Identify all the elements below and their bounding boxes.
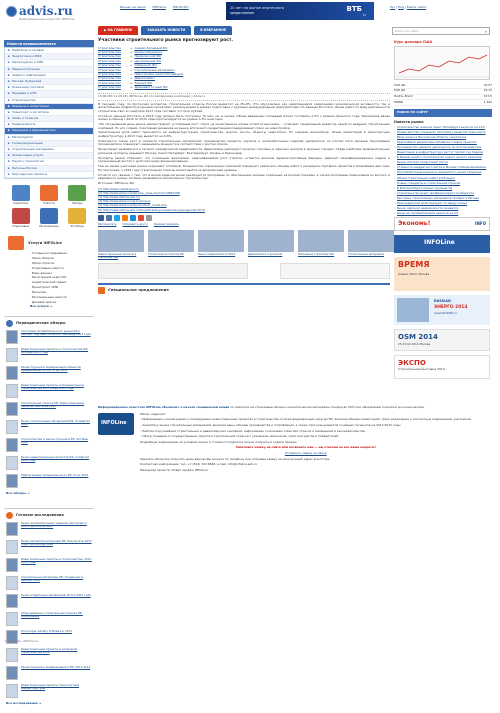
ad-expo[interactable] [394, 355, 490, 379]
top-link[interactable]: ЕЖ-RU.RU [172, 5, 189, 9]
news-item[interactable]: › Правительство утвердило программу развития транспорта [394, 131, 492, 134]
ad-osm-date: 25-27.02.2014 Москва [398, 342, 431, 347]
sidebar-item[interactable]: ▪ Энергетика и ЖКХ [5, 54, 93, 60]
news-item[interactable]: › Инвестиции в инфраструктуру растут третий год подряд [394, 151, 492, 154]
service-icon-reviews[interactable]: Обзоры [65, 185, 90, 205]
sidebar-item[interactable]: ▪ Финансовые услуги [5, 153, 93, 159]
list-item-title[interactable]: Реконструкция и модернизация объектов промышленности РФ. III кв. 2013 [21, 365, 81, 373]
category-row: Строительство → Дальневосточный ФО [98, 85, 168, 90]
category-key[interactable]: Строительство [98, 80, 121, 85]
news-item[interactable]: › Выставка строительных материалов пройдет в Москве [394, 197, 492, 200]
article-date: 15.06.2013 в 08:48 | INFOLine, ИА (по материалам компании) | Advis.ru [98, 93, 390, 101]
sidebar-item[interactable]: ▪ Телекоммуникации [5, 141, 93, 147]
ad-rusw-line1: RUSSIAN [434, 299, 451, 304]
category-row: Строительство → Уральский регион [98, 49, 163, 54]
logo-text: advis.ru [19, 4, 73, 18]
vk-icon[interactable] [106, 215, 112, 221]
cover-thumbnail [6, 348, 18, 362]
category-row: Строительство → Северо-Западный ФО [98, 45, 168, 50]
related-thumbnail [148, 230, 194, 252]
print-link[interactable]: Распечатать [98, 222, 117, 227]
ad-ekonom-brand: INFO [475, 221, 486, 227]
offer-logo[interactable]: INFOLine [98, 413, 134, 435]
list-item[interactable] [6, 402, 92, 416]
special-title: Специальное предложение [108, 287, 169, 293]
news-item[interactable]: › Новые стандарты в строительной отрасли [394, 182, 492, 185]
article-categories [98, 47, 390, 90]
ad-infoline-text: INFOLine [424, 239, 455, 247]
rates-chart-svg [395, 47, 491, 81]
category-row: Строительство → Центральный ФО [98, 58, 161, 63]
service-icon-analytics[interactable]: Аналитика [8, 185, 33, 205]
list-item-title[interactable]: Инвестиционные проекты в строительстве. 2013-2014 годы [21, 556, 92, 565]
service-icon-news[interactable]: Новости [36, 185, 61, 205]
category-value[interactable]: Строительные материалы [134, 67, 175, 72]
category-row: Строительство → Сибирский ФО [98, 63, 157, 68]
language-links: Рус | Eng | Карта сайта [390, 5, 427, 9]
sidebar-item[interactable]: ▪ Медицина и фармацевтика [5, 128, 93, 134]
list-item[interactable] [6, 666, 92, 680]
facebook-icon[interactable] [98, 215, 104, 221]
mailru-icon[interactable] [130, 215, 136, 221]
rate-name: Нефть Brent [394, 94, 413, 98]
news-item[interactable]: › Производство цемента увеличилось по итогам квартала [394, 146, 492, 149]
article-paragraph: Тем не менее участники рынка сохраняют оптимизм. Большинство опрошенных компаний планируют увеличить объемы работ и расширить портфель проектов в ближайшие два года. По прогнозам, к 2015 году строительная отрасль может выйти на докризисный уровень. [98, 164, 390, 172]
list-item[interactable] [6, 558, 92, 572]
sidebar-item[interactable]: ▪ Регионы России [5, 166, 93, 172]
ad-infoline[interactable] [394, 235, 490, 253]
cover-thumbnail [6, 366, 18, 380]
cover-thumbnail [6, 456, 18, 470]
article-body [98, 103, 390, 186]
article-paragraph: Значительная доля работ приходится на инфраструктурное строительство: дороги, мосты, объекты энергетики. По оценкам аналитиков, объем инвестиций в транспортную инфраструктуру в 2013 году вырастет на 6-8%. [98, 130, 390, 138]
category-key[interactable]: Строительство [98, 85, 121, 90]
vtb-sub: 24 [362, 14, 366, 17]
article-paragraph: «На сегодняшний день рынок демонстрирует устойчивый рост, спрос на качественное жилье остается высоким», – отмечает генеральный директор одной из ведущих строительных компаний. По его словам, позитивная динамика на рынке ипотечного кредитования поддерживает спрос на новостройки. [98, 121, 390, 130]
list-item-title[interactable]: Оборудование и строительная техника РФ. Обзор рынка [21, 610, 83, 619]
rates-line [399, 55, 487, 73]
offer-paragraph: Заказать обзор или получить демо-версию Вы можете по телефону или отправив заявку на электронный адрес агентства. [140, 456, 330, 461]
category-value[interactable]: Приволжский ФО [134, 54, 162, 59]
cover-thumbnail [6, 540, 18, 554]
services-item[interactable]: · Отраслевые новости [30, 267, 90, 271]
cover-thumbnail [6, 666, 18, 680]
reviews-icon [6, 320, 13, 327]
list-item[interactable] [6, 612, 92, 626]
ad-expo-title: ЭКСПО [398, 359, 426, 368]
related-title[interactable]: Рынок недвижимости 2013 [198, 252, 236, 256]
offer-intro-prefix[interactable]: Информационное агентство INFOLine объявляет о начале специальной акции [98, 405, 230, 409]
related-title[interactable]: Строительная отрасль РФ [148, 252, 184, 256]
sidebar-item[interactable]: ▪ Машиностроение [5, 67, 93, 73]
tab-home[interactable]: ▶ НА ГЛАВНУЮ [98, 26, 138, 35]
news-item[interactable]: › Ввод жилья в Московской области сократился [394, 136, 492, 139]
article-paragraph: Отмечается также рост в сегменте строительных материалов: производство цемента, кирпича и железобетонных изделий увеличилось по итогам пяти месяцев. Крупнейшие производители планируют наращивать мощности в соответствии с ростом спроса. [98, 138, 390, 147]
article-actions [98, 223, 390, 226]
sidebar-item[interactable]: ▪ Наука и технологии [5, 159, 93, 165]
service-icon-photobank[interactable]: Фотобанк [65, 208, 90, 228]
cover-thumbnail [6, 558, 18, 572]
category-row: Строительство → Приволжский ФО [98, 54, 162, 59]
sidebar-item[interactable]: ▪ Финансы и инвестиции [5, 104, 93, 110]
news-item[interactable]: › В Екатеринбурге открыт крупный ТЦ [394, 187, 492, 190]
sidebar-item[interactable]: ▪ Партнерские проекты [5, 172, 93, 178]
list-item[interactable] [6, 330, 92, 344]
related-thumbnail [248, 230, 294, 252]
rate-name: ММВБ [394, 99, 403, 104]
category-key[interactable]: Строительство [98, 72, 121, 77]
right-sidebar [394, 40, 492, 383]
service-icons [4, 183, 94, 230]
sidebar-item[interactable]: ▪ Строительные материалы [5, 147, 93, 153]
list-item-title[interactable]: Рынок железобетонных изделий. Key trends in 2013. Прогноз до 2017 [21, 520, 87, 529]
ad-rusw-link: www.RUSWE.ru [434, 311, 458, 316]
related-thumbnail [98, 230, 144, 252]
list-item[interactable] [6, 522, 92, 536]
article-paragraph: Согласно данным Росстата, в 2013 году должно быть построено 70 млн. кв. м жилья. Объем введенных площадей может составить 2,2% к уровню прошлого года. Увеличение ввода жилья в период с 2012 по 2015 годы прогнозируется на уровне 3-5% ежегодно. [98, 113, 390, 122]
services-block [4, 234, 94, 311]
news-list [394, 126, 492, 216]
related-title[interactable]: Девелопмент в регионах [248, 252, 283, 256]
cover-thumbnail [6, 522, 18, 536]
cover-thumbnail [6, 420, 18, 434]
category-key[interactable]: Строительство [98, 54, 121, 59]
rates-button[interactable]: ПОИСК ПО САЙТУ [394, 109, 492, 117]
article-link[interactable]: [5] http://www.advis.ru/php/construct_invest.php [98, 203, 167, 208]
news-item[interactable]: › Строительство дорог профинансируют из бюджета [394, 192, 492, 195]
services-list [30, 252, 90, 304]
rate-name: USD ЦБ [394, 82, 406, 87]
news-title: Новости рынка [394, 119, 424, 124]
ready-research [4, 508, 94, 713]
rates-title: Курс доллара США [394, 40, 433, 44]
list-item-title[interactable]: Рынок отделочных материалов. Итоги 2013 года [21, 592, 91, 597]
services-title: Услуги INFOLine [28, 241, 62, 246]
related-item[interactable] [98, 230, 144, 259]
globe-icon [6, 6, 17, 17]
rates-chart [394, 46, 490, 80]
services-item[interactable]: · Деловая пресса [30, 301, 90, 305]
periodic-reviews [4, 316, 94, 503]
cover-thumbnail [6, 438, 18, 452]
ad-image [397, 298, 429, 322]
ad-osm-title: OSM 2014 [398, 333, 438, 342]
footer: © 2013 ИА «INFOLine» [4, 639, 39, 643]
ad-ekonom-text: Экономь! [398, 220, 431, 228]
article-title: Участники строительного рынка прогнозируют рост. [98, 38, 234, 43]
article-paragraph: В текущем году, по прогнозам экспертов, строительная отрасль России вырастет на 4%-8%. Это обусловлено как наметившимся оживлением экономической активности, так и масштабными инфраструктурными проектами, реализуемыми в рамках подготовки к крупным международным мероприятиям. По данным Росстата, объем работ по виду деятельности «Строительство» в I квартале 2013 года составил 1,3 трлн рублей. [98, 101, 390, 113]
related-item[interactable] [248, 230, 294, 259]
cover-thumbnail [6, 384, 18, 398]
rate-value: 1 462 [483, 99, 492, 104]
services-item[interactable]: · Аналитический сервис [30, 281, 90, 285]
list-item-title[interactable]: Oil and gas industry of Russia in 2013 [21, 628, 72, 633]
article-link[interactable]: [4] http://www.advis.ru/cgi-bin/new.pl [98, 199, 151, 204]
list-item-title[interactable]: Рынок инвестиционных проектов РФ. II квартал 2013 года [21, 455, 90, 463]
offer-paragraph: – Рейтинги крупнейших строительных и девелоперских компаний, информацию о ключевых событиях отрасли и изменениях в законодательстве. [140, 428, 366, 433]
offer-paragraph: – Аналитику рынка строительных материалов, включая цены, объемы производства и потребления, а также прогнозы развития основных сегментов на 2013-2015 годы. [140, 422, 402, 427]
service-icon-industry[interactable]: Отраслевые [8, 208, 33, 228]
services-item[interactable]: · Регистрация новостей [30, 276, 90, 280]
category-key[interactable]: Строительство [98, 49, 121, 54]
list-item-title[interactable]: Рынок строительных материалов РФ. IV квартал 2013 [21, 419, 91, 427]
sidebar-item[interactable]: ▪ Пищевая и АПК [5, 91, 93, 97]
list-item-title[interactable]: Нефтегазовая промышленность РФ. III кв. 2013 [21, 473, 89, 478]
send-friend-link[interactable]: Отправить другу [122, 222, 148, 227]
special-offer [98, 406, 488, 475]
category-row: Строительство → Девелопмент [98, 76, 155, 81]
vtb-brand: ВТБ [346, 5, 362, 13]
category-value[interactable]: Северо-Западный ФО [134, 45, 168, 50]
news-item[interactable]: › Объем строительных работ в РФ вырос [394, 177, 492, 180]
category-value[interactable]: Девелопмент [134, 76, 155, 81]
news-item[interactable]: › Крупнейшие девелоперы объявили о новых проектах [394, 141, 492, 144]
site-logo[interactable] [6, 4, 75, 24]
cover-thumbnail [6, 594, 18, 608]
services-item[interactable]: · Готовые исследования [30, 252, 90, 256]
category-value[interactable]: Сибирский ФО [134, 63, 157, 68]
article-paragraph: Продолжает развиваться и сегмент коммерческой недвижимости. Девелоперы реализуют проекты торговых и офисных центров в крупных городах. Среди наиболее привлекательных регионов эксперты называют Москву, Санкт-Петербург, Екатеринбург, Казань и Краснодар. [98, 147, 390, 155]
offer-intro [98, 406, 488, 410]
industry-nav [4, 47, 94, 179]
comment-link[interactable]: Комментировать [153, 222, 179, 227]
news-item[interactable]: › Краснодарский край лидирует по вводу жилья [394, 202, 492, 205]
category-key[interactable]: Строительство [98, 58, 121, 63]
rate-value: 32,87 [483, 82, 492, 87]
category-key[interactable]: Строительство [98, 67, 121, 72]
ad-vremya[interactable] [394, 257, 490, 291]
sidebar-item[interactable]: ▪ Связь и телеком [5, 116, 93, 122]
article-link[interactable]: [1] http://www.rosstat.gov.ru/ [98, 186, 140, 191]
star-icon [98, 287, 105, 294]
list-item[interactable] [6, 474, 92, 488]
sidebar-item[interactable]: ▪ Транспорт и логистика [5, 110, 93, 116]
list-item-title[interactable]: Инвестиционные проекты в строительстве РФ. Октябрь 2013 года [21, 347, 89, 355]
cover-thumbnail [6, 402, 18, 416]
research-more-link[interactable]: Все исследования → [6, 700, 42, 705]
category-key[interactable]: Строительство [98, 45, 121, 50]
services-item[interactable]: · Региональные новости [30, 296, 90, 300]
ad-banner[interactable] [98, 263, 248, 279]
sitemap-link[interactable]: Карта сайта [406, 5, 427, 9]
related-thumbnail [298, 230, 344, 252]
category-value[interactable]: Уральский регион [134, 49, 163, 54]
category-value[interactable]: Южный ФО [134, 80, 152, 85]
odnoklassniki-icon[interactable] [122, 215, 128, 221]
related-item[interactable] [348, 230, 394, 259]
cover-thumbnail [6, 612, 18, 626]
offer-paragraph: Подробную информацию об условиях акции и стоимости подписки можно получить в отделе продаж. [140, 439, 298, 444]
share-bar [98, 215, 390, 221]
ad-row [98, 263, 390, 279]
vtb-line1: 10 лет на рынке ипотечного [230, 6, 285, 10]
services-more-link[interactable]: Все услуги → [30, 304, 53, 309]
article-paragraph: Эксперты рынка отмечают, что основными факторами, сдерживающими рост отрасли, остаются высокие административные барьеры, дефицит квалифицированных кадров и ограниченный доступ к долгосрочному финансированию. [98, 155, 390, 164]
vtb-line2: кредитования [230, 11, 254, 15]
related-title[interactable]: Строительные материалы [348, 252, 384, 256]
offer-intro-rest: по подписке на отраслевые обзоры и аналитические материалы. Скидка до 20% при оформлении подписки до конца месяца. [230, 405, 425, 409]
offer-text [140, 413, 471, 475]
nav-title: Новости промышленности [4, 40, 94, 47]
category-key[interactable]: Строительство [98, 63, 121, 68]
category-value[interactable]: Центральный ФО [134, 58, 161, 63]
cover-thumbnail [6, 648, 18, 662]
offer-paragraph: – Информацию о реализуемых и планируемых инвестиционных проектах в строительстве по всем федеральным округам РФ, включая объемы инвестиций, сроки реализации и контактную информацию участников. [140, 417, 472, 422]
list-item-title[interactable]: Реконструкция и модернизация в РФ. 2013-2014 [21, 664, 91, 669]
logo-tagline: Информационное агентство INFOLine [19, 17, 75, 21]
top-link[interactable]: INFOLine [152, 5, 166, 9]
news-item[interactable]: › Стоимость квадратного метра в Москве стабилизировалась [394, 166, 492, 169]
ad-osm[interactable] [394, 329, 490, 351]
cover-thumbnail [6, 576, 18, 590]
article-link[interactable]: [6] http://www.infoline.spb.ru/shop/otraslevye-issledovaniya/page.php?ID=6 [98, 207, 205, 212]
list-item[interactable] [6, 438, 92, 452]
related-item[interactable] [298, 230, 344, 259]
category-key[interactable]: Строительство [98, 76, 121, 81]
related-item[interactable] [198, 230, 244, 259]
news-item[interactable]: › Строительство жилья в Санкт-Петербурге выросло на 12% [394, 126, 492, 129]
sidebar-item[interactable]: ▪ Металлургия и ГМК [5, 60, 93, 66]
services-item[interactable]: · Обзор отрасли [30, 262, 90, 266]
related-articles [98, 230, 390, 259]
offer-highlight: Заполните заявку на сайте или позвоните нам — мы ответим на все ваши вопросы! [235, 445, 376, 450]
offer-paragraph: Контактная информация: тел. +7 (812) 322-6848, e-mail: info@infoline.spb.ru [140, 462, 257, 467]
category-value[interactable]: Новостройки Санкт-Петербурга [134, 72, 184, 77]
offer-paragraph: Менеджер проекта: Отдел продаж INFOLine [140, 467, 208, 472]
list-item-title[interactable]: Строительная отрасль РФ. Инвестиционные проекты. Сентябрь 2013 [21, 401, 85, 409]
news-item[interactable]: › Программа переселения из аварийного жилья продлена [394, 171, 492, 174]
list-item[interactable] [6, 384, 92, 398]
news-item[interactable]: › В Казани начато строительство нового жилого квартала [394, 156, 492, 159]
top-link[interactable]: Бизнес на связи [120, 5, 146, 9]
article-link[interactable]: [3] http://www.infoline.spb.ru/ [98, 195, 140, 200]
article-paragraph: Отчасти это связано с тем, что в целом ряде регионов реализуются программы по обеспечению жильем отдельных категорий граждан, а также программы переселения из ветхого и аварийного жилья. Активно развивается малоэтажное строительство. [98, 172, 390, 181]
cover-thumbnail [6, 474, 18, 488]
sidebar-item[interactable]: ▪ Розничная торговля [5, 85, 93, 91]
article-link[interactable]: [2] http://www.advis.ru/php/view_news.php?id=13B8C06B [98, 190, 180, 195]
cover-thumbnail [6, 330, 18, 344]
research-title: Готовые исследования [16, 513, 64, 518]
tab-favorites[interactable]: В ИЗБРАННОЕ [194, 26, 232, 35]
news-item[interactable]: › Цены на стройматериалы выросли на 3% [394, 212, 492, 215]
ad-expo-sub: Строительная выставка 2014 [398, 367, 445, 372]
related-title[interactable]: Инвестиционные проекты в строительстве [98, 252, 137, 259]
twitter-icon[interactable] [114, 215, 120, 221]
services-item[interactable]: · Мониторинг СМИ [30, 286, 90, 290]
related-title[interactable]: Жилищное строительство [298, 252, 335, 256]
services-item[interactable]: · Базы данных [30, 272, 90, 276]
offer-paragraph: Обзор содержит: [140, 411, 167, 416]
ad-banner[interactable] [280, 263, 390, 279]
search-icon[interactable]: ⌕ [484, 29, 487, 34]
tab-order-news[interactable]: ЗАКАЗАТЬ НОВОСТИ [141, 26, 191, 35]
ad-vremya-date: Апрель 2014, Москва [398, 272, 430, 277]
rate-name: EUR ЦБ [394, 88, 406, 93]
reviews-title: Периодические обзоры [16, 321, 66, 326]
list-item-title[interactable]: Строительство и реконструкция в РФ. Октябрь 2013 [21, 437, 89, 445]
related-thumbnail [348, 230, 394, 252]
service-icon-regional[interactable]: Региональные [36, 208, 61, 228]
sidebar-item[interactable]: ▪ Нефтяная и газовая [5, 48, 93, 54]
list-item-title[interactable]: Инвестиционные проекты в жилищном строительстве 2014 [21, 646, 78, 655]
related-thumbnail [198, 230, 244, 252]
list-item[interactable] [6, 684, 92, 698]
list-item-title[interactable]: Строительные материалы РФ. Тенденции и прогноз 2014 [21, 574, 84, 583]
news-item[interactable]: › Рынок ипотеки продолжает расти [394, 161, 492, 164]
services-item[interactable]: · Заказ обзоров [30, 257, 90, 261]
sidebar-item[interactable]: ▪ Недвижимость [5, 122, 93, 128]
offer-paragraph: – Обзор тендеров и государственных закупок в строительной отрасли с указанием заказчиков, сумм контрактов и победителей. [140, 434, 340, 439]
rates-table [394, 83, 492, 106]
ad-rusw-line2: ЭНЕРГО 2014 [434, 305, 468, 311]
list-item[interactable] [6, 366, 92, 380]
google-plus-icon[interactable] [138, 215, 144, 221]
reviews-more-link[interactable]: Все обзоры → [6, 491, 30, 496]
sidebar-item[interactable]: ▪ Металлургия [5, 135, 93, 141]
sidebar-item[interactable]: ▪ Лесная, бумажная [5, 79, 93, 85]
list-item[interactable] [6, 648, 92, 662]
category-row: Строительство → Строительные материалы [98, 67, 175, 72]
search-input[interactable] [392, 27, 490, 35]
related-item[interactable] [148, 230, 194, 259]
article [98, 38, 390, 296]
category-row: Строительство → Новостройки Санкт-Петербурга [98, 72, 184, 77]
article-links [98, 188, 390, 212]
list-item-title[interactable]: Инвестиционные проекты в промышленном строительстве РФ. Ноябрь 2013 года [21, 383, 84, 391]
lang-link[interactable]: Eng [398, 5, 404, 9]
special-offer-header [98, 283, 390, 294]
rate-value: 44,15 [483, 88, 492, 93]
left-sidebar [4, 40, 94, 713]
news-item[interactable]: › Рынок офисной недвижимости оживился [394, 207, 492, 210]
vtb-banner[interactable] [226, 2, 374, 20]
services-item[interactable]: · Рассылки [30, 291, 90, 295]
sidebar-item[interactable]: ▪ Химия и нефтехимия [5, 73, 93, 79]
ad-ekonom[interactable] [394, 217, 490, 231]
cover-thumbnail [6, 684, 18, 698]
services-icon [8, 236, 24, 250]
list-item-title[interactable]: Рынок металлоконструкций РФ. Результаты 2013 года. Прогноз до 2016 [21, 538, 92, 547]
research-icon [6, 512, 13, 519]
main-tabs [98, 26, 232, 36]
category-row: Строительство → Южный ФО [98, 80, 152, 85]
lang-link[interactable]: Рус [390, 5, 396, 9]
list-item[interactable] [6, 576, 92, 590]
list-item-title[interactable]: Состояние потребительского рынка РФ и Рейтинг торговых сетей РФ. Сентябрь 2013 года [21, 329, 91, 337]
list-item[interactable] [6, 540, 92, 554]
list-item-title[interactable]: Инвестиционные проекты транспортной инфраструктуры [21, 682, 80, 691]
offer-link[interactable]: Отправить заявку на обзор [284, 451, 327, 455]
sidebar-item[interactable]: ▪ Строительство [5, 98, 93, 104]
rate-value: 107,5 [483, 94, 492, 98]
ad-vremya-title: ВРЕМЯ [398, 260, 430, 270]
list-item[interactable] [6, 594, 92, 608]
list-item[interactable] [6, 348, 92, 362]
top-links [120, 6, 195, 10]
rate-row [394, 100, 492, 106]
ad-russian-week[interactable] [394, 295, 490, 325]
article-paragraph: Источник: INFOLine, ИА [98, 181, 134, 186]
category-value[interactable]: Дальневосточный ФО [134, 85, 168, 90]
search-placeholder: Поиск по сайту [395, 28, 420, 33]
list-item[interactable] [6, 420, 92, 434]
list-item[interactable] [6, 456, 92, 470]
livejournal-icon[interactable] [146, 215, 152, 221]
